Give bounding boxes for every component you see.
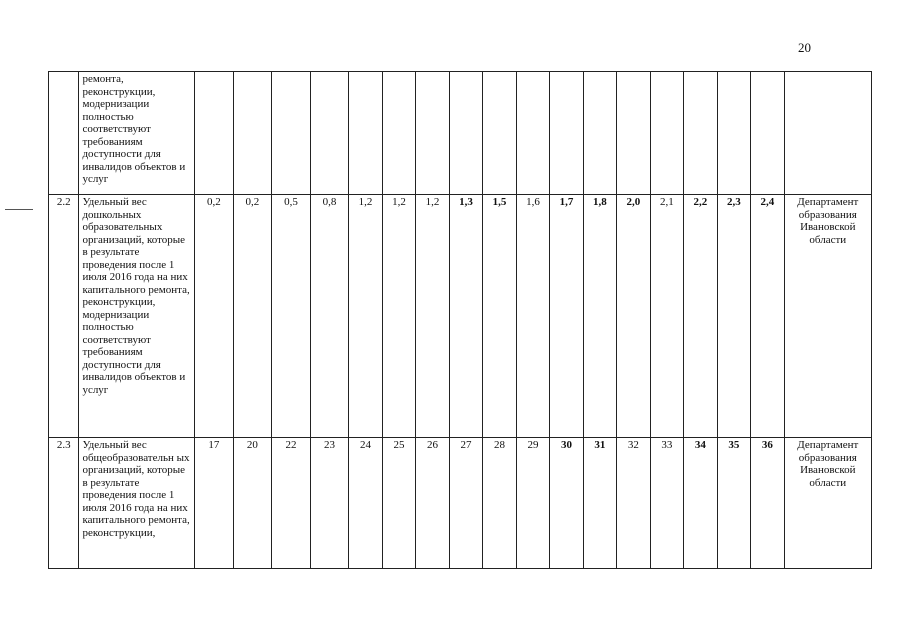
responsible-department: Департамент образования Ивановской области (784, 195, 871, 438)
indicator-value (483, 72, 516, 195)
table-row (49, 438, 872, 569)
indicator-value (583, 72, 616, 195)
indicator-value: 1,7 (550, 195, 583, 438)
indicator-value: 2,2 (684, 195, 717, 438)
indicator-value: 36 (751, 438, 784, 569)
indicator-value (272, 72, 311, 195)
indicator-value (717, 72, 750, 195)
indicator-value: 25 (382, 438, 415, 569)
indicator-value: 2,3 (717, 195, 750, 438)
indicator-value (617, 72, 650, 195)
indicator-value: 26 (416, 438, 449, 569)
indicator-value: 2,4 (751, 195, 784, 438)
indicator-value: 1,8 (583, 195, 616, 438)
table-row (49, 195, 872, 438)
indicator-value: 34 (684, 438, 717, 569)
indicator-value: 24 (349, 438, 382, 569)
indicator-value (349, 72, 382, 195)
indicator-value (516, 72, 549, 195)
indicator-value (195, 72, 234, 195)
indicator-value: 2,1 (650, 195, 683, 438)
page-number: 20 (798, 40, 811, 55)
indicator-value: 29 (516, 438, 549, 569)
indicator-value: 1,5 (483, 195, 516, 438)
indicator-value: 0,8 (310, 195, 349, 438)
indicator-value: 23 (310, 438, 349, 569)
table-row (49, 72, 872, 195)
indicator-value: 1,3 (449, 195, 482, 438)
indicator-value (550, 72, 583, 195)
indicators-table (48, 71, 872, 569)
indicator-value (751, 72, 784, 195)
indicator-value (233, 72, 272, 195)
indicator-value: 1,2 (349, 195, 382, 438)
indicator-value: 27 (449, 438, 482, 569)
indicator-value: 28 (483, 438, 516, 569)
indicator-value: 33 (650, 438, 683, 569)
indicator-value: 17 (195, 438, 234, 569)
indicator-value: 1,2 (416, 195, 449, 438)
indicator-value (449, 72, 482, 195)
indicator-value (416, 72, 449, 195)
indicator-value: 0,2 (233, 195, 272, 438)
responsible-department: Департамент образования Ивановской области (784, 438, 871, 569)
indicator-value: 32 (617, 438, 650, 569)
indicator-value: 35 (717, 438, 750, 569)
row-number: 2.3 (49, 438, 79, 569)
indicator-value (684, 72, 717, 195)
row-number (49, 72, 79, 195)
indicator-value (382, 72, 415, 195)
indicator-description: Удельный вес дошкольных образовательных организаций, которые в результате проведения после 1 июля 2016 года на них капитального ремонта, реконструкции, модернизации полностью соответствуют требованиям доступности для инвалидов объектов и услуг (79, 195, 195, 438)
indicator-value: 0,5 (272, 195, 311, 438)
row-number: 2.2 (49, 195, 79, 438)
indicator-value: 22 (272, 438, 311, 569)
indicator-value: 1,6 (516, 195, 549, 438)
indicator-description: ремонта, реконструкции, модернизации полностью соответствуют требованиям доступности для инвалидов объектов и услуг (79, 72, 195, 195)
indicator-value: 30 (550, 438, 583, 569)
indicator-value: 31 (583, 438, 616, 569)
indicator-value: 0,2 (195, 195, 234, 438)
indicator-value: 1,2 (382, 195, 415, 438)
indicator-value: 2,0 (617, 195, 650, 438)
indicator-description: Удельный вес общеобразовательн ых организаций, которые в результате проведения после 1 июля 2016 года на них капитального ремонта, реконструкции, (79, 438, 195, 569)
responsible-department (784, 72, 871, 195)
indicator-value (310, 72, 349, 195)
indicator-value: 20 (233, 438, 272, 569)
indicator-value (650, 72, 683, 195)
margin-mark (5, 209, 33, 210)
